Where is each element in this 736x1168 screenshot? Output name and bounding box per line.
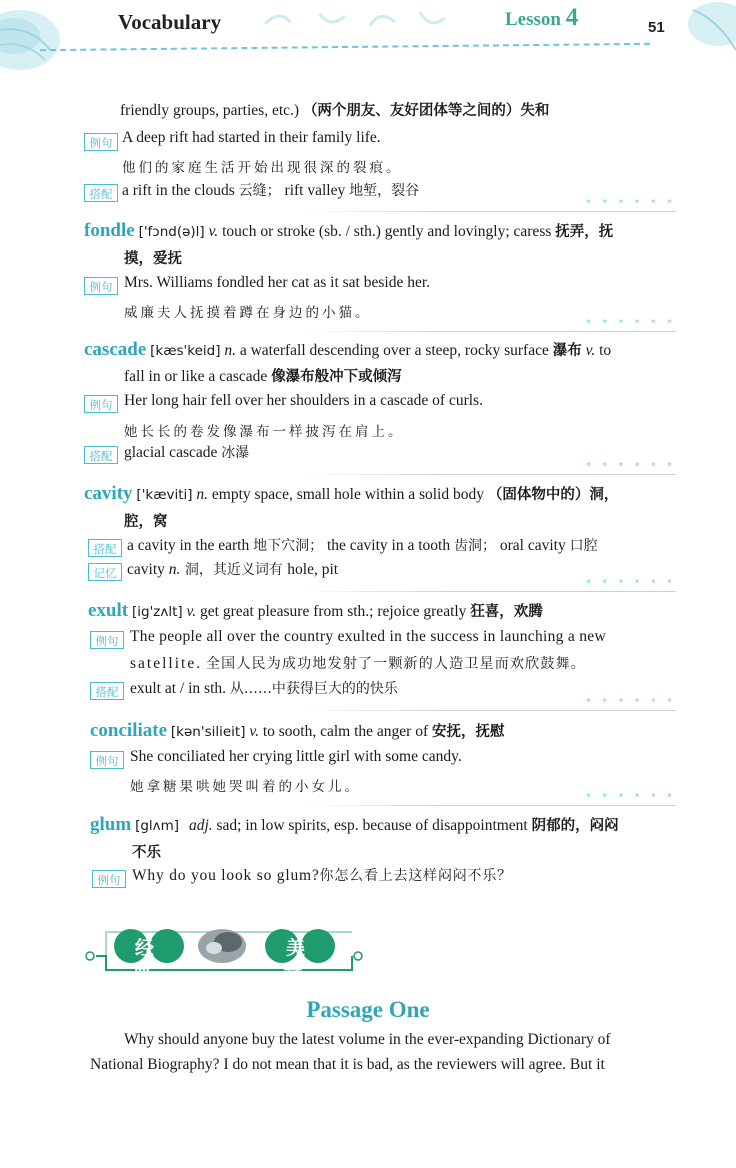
rift-example-en: A deep rift had started in their family life.	[122, 129, 381, 146]
rift-col-a: a rift in the clouds	[122, 182, 239, 199]
cavity-col-c-cn: 口腔	[569, 538, 598, 554]
phonetic: [ig'zʌlt]	[131, 604, 183, 620]
cavity-col-a-cn: 地下穴洞；	[253, 538, 324, 554]
definition-cn: 瀑布	[552, 343, 582, 359]
phonetic: ['fɔnd(ə)l]	[138, 224, 205, 240]
fondle-example-cn: 威廉夫人抚摸着蹲在身边的小猫。	[124, 305, 372, 321]
exult-example-cont	[130, 654, 586, 674]
cascade-example-cn: 她长长的卷发像瀑布一样披泻在肩上。	[124, 424, 405, 440]
exult-collocation	[130, 679, 398, 699]
header-corner-decoration	[678, 0, 736, 60]
cavity-col-c: oral cavity	[499, 537, 570, 554]
phonetic: ['kæviti]	[136, 487, 193, 503]
phonetic: [glʌm]	[135, 818, 180, 834]
exult-example-en: The people all over the country exulted in the success in launching a new	[130, 628, 606, 645]
cavity-col-b-cn: 齿洞；	[453, 538, 496, 554]
definition: empty space, small hole within a solid body	[211, 486, 484, 503]
banner-label-left: 经典	[132, 937, 164, 986]
collocation-cn: 冰瀑	[221, 445, 250, 461]
example-tag: 例句	[90, 751, 124, 769]
part-of-speech: n.	[224, 342, 236, 359]
rift-col-b-cn: 地堑，裂谷	[349, 183, 420, 199]
part-of-speech: n.	[196, 486, 209, 503]
example-tag: 例句	[92, 870, 126, 888]
section-title: Vocabulary	[118, 10, 222, 34]
conciliate-example-en: She conciliated her crying little girl with some candy.	[130, 748, 462, 765]
entry-cascade	[84, 340, 611, 361]
definition-2-start: to	[599, 342, 612, 359]
rift-col-a-cn: 云缝；	[238, 183, 281, 199]
example-tag: 例句	[84, 133, 118, 151]
collocation-cn: 从……中获得巨大的的快乐	[229, 681, 398, 697]
example-tag: 例句	[84, 277, 118, 295]
part-of-speech: v.	[249, 723, 259, 740]
headword: fondle	[84, 220, 135, 241]
cavity-col-b: the cavity in a tooth	[326, 537, 454, 554]
passage-line-1: Why should anyone buy the latest volume in the ever-expanding Dictionary of	[124, 1031, 611, 1048]
rift-collocations	[122, 181, 419, 201]
cavity-col-a: a cavity in the earth	[127, 537, 254, 554]
entry-exult	[88, 601, 543, 622]
conciliate-example-cn: 她拿糖果哄她哭叫着的小女儿。	[130, 779, 361, 795]
passage-title: Passage One	[306, 997, 430, 1022]
entry-fondle	[84, 221, 613, 242]
entry-separator: * * * * * *	[300, 802, 676, 814]
definition-cn: 安抚，抚慰	[432, 724, 505, 740]
lesson-number: 4	[565, 4, 579, 31]
phonetic: [kæs'keid]	[150, 343, 221, 359]
glum-def-cn-cont: 不乐	[132, 845, 161, 861]
definition-2-cn: 像瀑布般冲下或倾泻	[271, 369, 402, 385]
fondle-def-cn-cont: 摸，爱抚	[124, 251, 182, 267]
exult-example-en-2: satellite.	[130, 655, 203, 672]
definition: touch or stroke (sb. / sth.) gently and lovingly; caress	[222, 223, 552, 240]
example-tag: 例句	[90, 631, 124, 649]
cascade-collocation	[124, 443, 249, 463]
definition-cn: （固体物中的）洞，	[487, 487, 619, 503]
collocation-tag: 搭配	[90, 682, 124, 700]
definition-cn: 狂喜，欢腾	[470, 604, 543, 620]
entry-separator: * * * * * *	[300, 707, 676, 719]
memory-cn: 洞，其近义词有	[180, 562, 288, 578]
rift-def-en: friendly groups, parties, etc.)	[120, 102, 300, 119]
collocation-tag: 搭配	[84, 184, 118, 202]
rift-def-cn: （两个朋友、友好团体等之间的）失和	[302, 103, 550, 119]
memory-tag: 记忆	[88, 563, 122, 581]
banner-label-right: 美文	[283, 937, 315, 986]
headword: exult	[88, 600, 129, 621]
rift-def-continued	[120, 101, 549, 121]
header-swirl-decoration	[260, 4, 450, 34]
part-of-speech-2: v.	[585, 342, 596, 359]
rift-col-b: rift valley	[284, 182, 350, 199]
entry-cavity	[84, 484, 618, 505]
glum-example	[132, 866, 512, 886]
memory-pos: n.	[168, 561, 181, 578]
headword: conciliate	[90, 720, 168, 741]
collocation-tag: 搭配	[88, 539, 122, 557]
part-of-speech: v.	[186, 603, 197, 620]
phonetic: [kən'silieit]	[170, 724, 246, 740]
collocation-tag: 搭配	[84, 446, 118, 464]
header-leaf-decoration	[0, 0, 68, 80]
definition: a waterfall descending over a steep, rocky surface	[239, 342, 549, 359]
collocation-en: glacial cascade	[124, 444, 222, 461]
cavity-collocations	[127, 536, 598, 556]
cascade-def-cont	[124, 367, 402, 387]
headword: glum	[90, 814, 132, 835]
entry-separator: * * * * * *	[300, 471, 676, 483]
headword: cascade	[84, 339, 147, 360]
memory-synonyms: hole, pit	[287, 561, 339, 578]
fondle-example-en: Mrs. Williams fondled her cat as it sat beside her.	[124, 274, 431, 291]
entry-separator: * * * * * *	[300, 588, 676, 600]
rift-example-cn: 他们的家庭生活开始出现很深的裂痕。	[122, 160, 403, 176]
entry-separator: * * * * * *	[300, 328, 676, 340]
definition-2: fall in or like a cascade	[124, 368, 268, 385]
definition: get great pleasure from sth.; rejoice greatly	[200, 603, 467, 620]
glum-example-cn: 你怎么看上去这样闷闷不乐？	[319, 868, 512, 884]
definition-cn: 阴郁的，闷闷	[531, 818, 619, 834]
lesson-word: Lesson	[505, 9, 561, 30]
part-of-speech: v.	[208, 223, 219, 240]
example-tag: 例句	[84, 395, 118, 413]
lesson-label	[505, 4, 578, 32]
cascade-example-en: Her long hair fell over her shoulders in a cascade of curls.	[124, 392, 483, 409]
passage-line-2: National Biography? I do not mean that it is bad, as the reviewers will agree. But it	[90, 1056, 605, 1073]
entry-conciliate	[90, 721, 505, 742]
part-of-speech: adj.	[188, 817, 213, 834]
collocation-en: exult at / in sth.	[130, 680, 230, 697]
definition-cn: 抚弄，抚	[555, 224, 614, 240]
entry-separator: * * * * * *	[300, 208, 676, 220]
page-number: 51	[648, 19, 665, 36]
definition: to sooth, calm the anger of	[262, 723, 429, 740]
glum-example-en: Why do you look so glum?	[132, 867, 320, 884]
headword: cavity	[84, 483, 133, 504]
definition: sad; in low spirits, esp. because of disappointment	[216, 817, 528, 834]
cavity-memory-note	[127, 560, 338, 580]
cavity-def-cn-cont: 腔，窝	[124, 514, 168, 530]
exult-example-cn: 全国人民为成功地发射了一颗新的人造卫星而欢欣鼓舞。	[205, 656, 586, 672]
header-divider	[40, 43, 650, 51]
memory-word: cavity	[127, 561, 169, 578]
entry-glum	[90, 815, 619, 836]
